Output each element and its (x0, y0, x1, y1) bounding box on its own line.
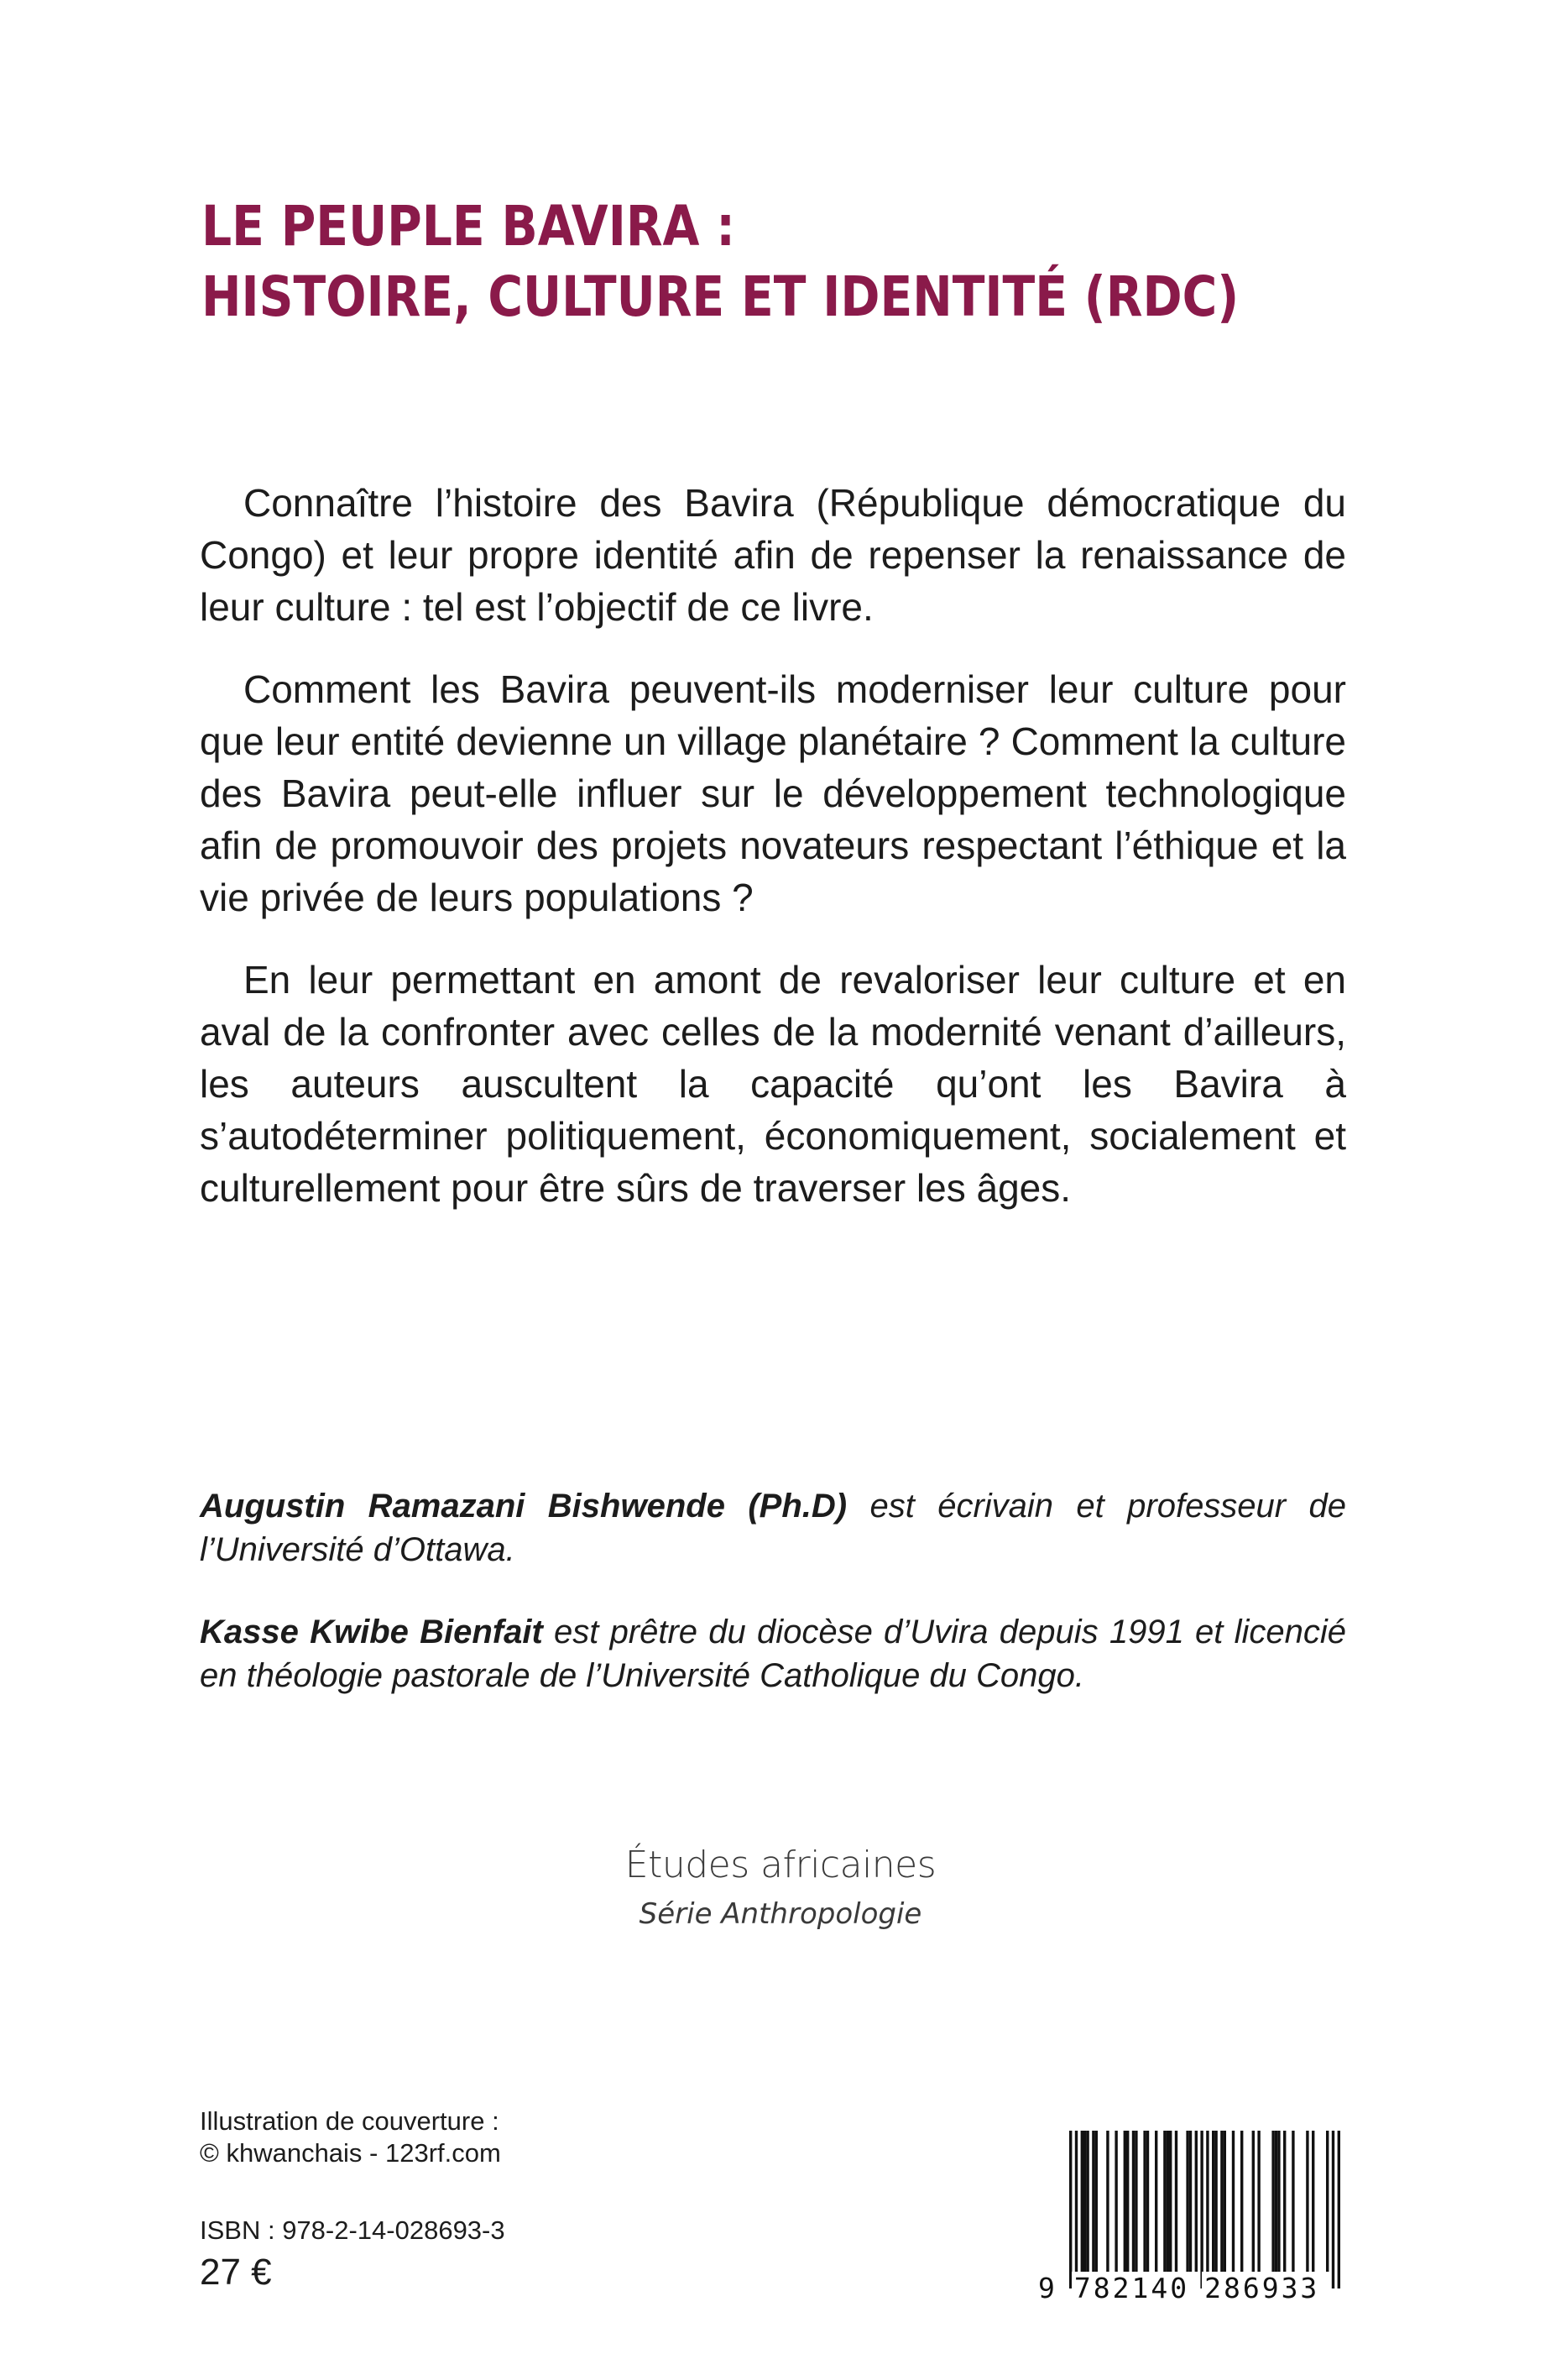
barcode-bar (1143, 2131, 1146, 2272)
barcode-bar (1195, 2131, 1198, 2272)
cover-credits (200, 2105, 501, 2169)
barcode-bar (1257, 2131, 1260, 2272)
author-bio (200, 1484, 1346, 1572)
barcode-bar (1146, 2131, 1149, 2272)
barcode-bar (1124, 2131, 1126, 2272)
barcode-bar (1092, 2131, 1094, 2272)
barcode-bar (1200, 2131, 1203, 2288)
credits-line-2: © khwanchais - 123rf.com (200, 2138, 501, 2168)
barcode-bar (1306, 2131, 1308, 2272)
barcode-bar (1332, 2131, 1334, 2288)
barcode-bar (1275, 2131, 1277, 2272)
barcode-bar (1277, 2131, 1280, 2272)
isbn-label: ISBN : 978-2-14-028693-3 (200, 2215, 505, 2245)
book-title-line-1: LE PEUPLE BAVIRA : (201, 194, 735, 259)
barcode-digit-lead: 9 (1036, 2272, 1060, 2304)
barcode-bar (1214, 2131, 1217, 2272)
blurb-paragraph: Connaître l’histoire des Bavira (République démocratique du Congo) et leur propre identité afin de repenser la renaissance de leur culture : tel est l’objectif de ce livre. (200, 481, 1346, 629)
barcode-bar (1232, 2131, 1235, 2272)
author-description: est prêtre du diocèse d’Uvira depuis 1991 et licencié en théologie pastorale de l’Université Catholique du Congo. (200, 1614, 1346, 1694)
isbn-barcode (1036, 2131, 1365, 2307)
barcode-bar (1086, 2131, 1089, 2272)
price-label: 27 € (200, 2252, 272, 2293)
author-bios (200, 1484, 1346, 1736)
barcode-bar (1206, 2131, 1209, 2288)
barcode-bars (1036, 2131, 1365, 2290)
barcode-digits-left: 782140 (1072, 2272, 1192, 2304)
barcode-bar (1189, 2131, 1192, 2272)
author-description: est écrivain et professeur de l’Université d’Ottawa. (200, 1488, 1346, 1568)
barcode-bar (1083, 2131, 1086, 2272)
barcode-bar (1220, 2131, 1223, 2272)
barcode-bar (1312, 2131, 1314, 2272)
barcode-bar (1338, 2131, 1340, 2288)
barcode-bar (1167, 2131, 1169, 2272)
barcode-bar (1271, 2131, 1274, 2272)
barcode-bar (1069, 2131, 1072, 2288)
subseries-name: Série Anthropologie (639, 1897, 922, 1931)
barcode-bar (1163, 2131, 1166, 2272)
barcode-bar (1115, 2131, 1117, 2272)
book-title-line-2: HISTOIRE, CULTURE ET IDENTITÉ (RDC) (201, 264, 1240, 329)
barcode-bar (1326, 2131, 1329, 2272)
barcode-bar (1175, 2131, 1177, 2272)
barcode-bar (1224, 2131, 1226, 2272)
author-bio (200, 1610, 1346, 1697)
barcode-bar (1081, 2131, 1083, 2272)
barcode-bar (1095, 2131, 1098, 2272)
series-block (0, 1840, 1561, 1934)
back-cover-blurb (200, 477, 1346, 1244)
barcode-bar (1135, 2131, 1137, 2272)
barcode-bar (1075, 2131, 1078, 2288)
barcode-bar (1169, 2131, 1172, 2272)
barcode-bar (1240, 2131, 1243, 2272)
credits-line-1: Illustration de couverture : (200, 2106, 499, 2136)
barcode-digits (1036, 2272, 1365, 2305)
barcode-bar (1212, 2131, 1214, 2272)
author-name: Augustin Ramazani Bishwende (Ph.D) (200, 1488, 848, 1525)
barcode-bar (1106, 2131, 1109, 2272)
barcode-bar (1283, 2131, 1286, 2272)
blurb-paragraph: En leur permettant en amont de revaloriser leur culture et en aval de la confronter avec celles de la modernité venant d’ailleurs, les auteurs auscultent la capacité qu’ont les Bavira à s’autodéterminer politiquement, économiquement, socialement et culturellement pour être sûrs de traverser les âges. (200, 958, 1346, 1210)
book-title (201, 191, 1240, 332)
series-name: Études africaines (624, 1844, 937, 1886)
barcode-bar (1252, 2131, 1255, 2272)
barcode-bar (1292, 2131, 1294, 2272)
author-name: Kasse Kwibe Bienfait (200, 1614, 543, 1650)
barcode-bar (1186, 2131, 1188, 2272)
barcode-bar (1155, 2131, 1157, 2272)
barcode-bar (1132, 2131, 1135, 2272)
barcode-digits-right: 286933 (1202, 2272, 1322, 2304)
barcode-bar (1126, 2131, 1129, 2272)
blurb-paragraph: Comment les Bavira peuvent-ils moderniser leur culture pour que leur entité devienne un village planétaire ? Comment la culture des Bavira peut-elle influer sur le développement technologique afin de promouvoir des projets novateurs respectant l’éthique et la vie privée de leurs populations ? (200, 667, 1346, 919)
